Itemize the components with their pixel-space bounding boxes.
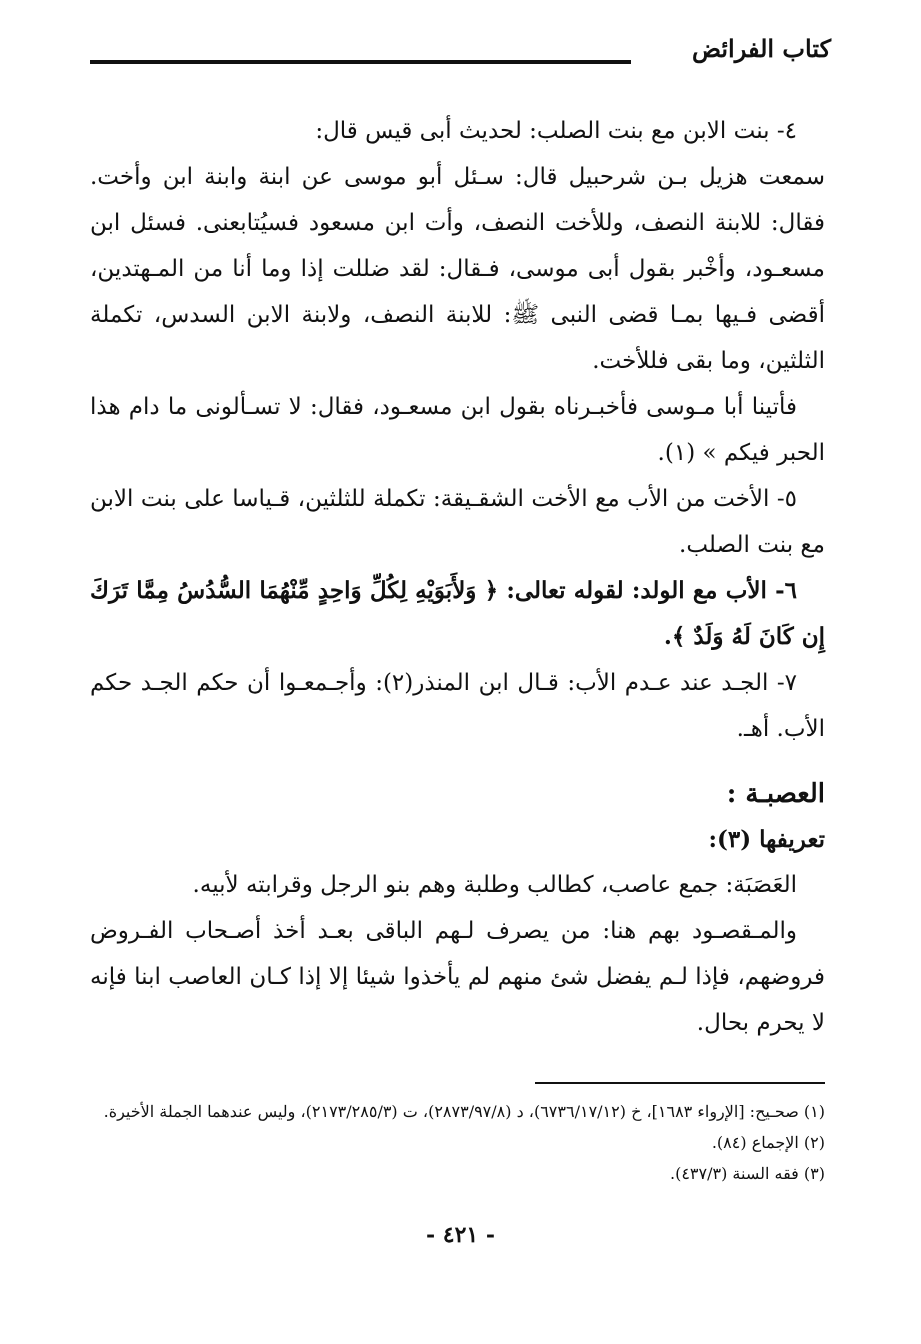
header-rule (90, 60, 631, 64)
paragraph-hadith-continued: فأتينا أبا مـوسى فأخبـرناه بقول ابن مسعـود، فقال: لا تسـألونى ما دام هذا الحبر فيكم » (١). (90, 394, 825, 466)
paragraph-5-item: ٥- الأخت من الأب مع الأخت الشقـيقة: تكملة للثلثين، قـياسا على بنت الابن مع بنت الصلب. (90, 486, 825, 558)
footnote-2: (٢) الإجماع (٨٤). (711, 1133, 825, 1152)
main-text (90, 108, 825, 1046)
paragraph-7-item: ٧- الجـد عند عـدم الأب: قـال ابن المنذر(٢): وأجـمعـوا أن حكم الجـد حكم الأب. أهـ. (90, 670, 825, 742)
definition-heading: تعريفها (٣): (708, 826, 825, 853)
page-number: - ٤٢١ - (425, 1222, 496, 1248)
paragraph-4-item: ٤- بنت الابن مع بنت الصلب: لحديث أبى قيس قال: (315, 118, 797, 144)
paragraph-6-item: ٦- الأب مع الولد: لقوله تعالى: ﴿ وَلأَبَوَيْهِ لِكُلِّ وَاحِدٍ مِّنْهُمَا السُّدُسُ مِمَّا تَرَكَ إِن كَانَ لَهُ وَلَدٌ ﴾. (90, 577, 825, 650)
paragraph-hadith: سمعت هزيل بـن شرحبيل قال: سـئل أبو موسى عن ابنة وابنة ابن وأخت. فقال: للابنة النصف، وللأخت النصف، وأت ابن مسعود فسيُتابعنى. فسئل ابن مسعـود، وأخْبر بقول أبى موسى، فـقال: لقد ضللت إذا وما أنا من المـهتدين، أقضى فـيها بمـا قضى النبى ﷺ: للابنة النصف، ولابنة الابن السدس، تكملة الثلثين، وما بقى فللأخت. (90, 164, 825, 374)
purpose-paragraph: والمـقصـود بهم هنا: من يصرف لـهم الباقى بعـد أخذ أصـحاب الفـروض فروضهم، فإذا لـم يفضل شئ منهم لم يأخذوا شيئا إلا إذا كـان العاصب ابنا فإنه لا يحرم بحال. (90, 918, 825, 1036)
running-header (90, 34, 831, 74)
book-title: كتاب الفرائض (691, 34, 831, 63)
footnotes (90, 1096, 825, 1189)
footnote-1: (١) صحـيح: [الإرواء ١٦٨٣]، خ (٦٧٣٦/١٧/١٢)، د (٢٨٧٣/٩٧/٨)، ت (٢١٧٣/٢٨٥/٣)، وليس عندهما الجملة الأخيرة. (103, 1102, 825, 1121)
definition-paragraph: العَصَبَة: جمع عاصب، كطالب وطلبة وهم بنو الرجل وقرابته لأبيه. (192, 872, 797, 898)
footnote-divider (535, 1082, 825, 1084)
footnote-3: (٣) فقه السنة (٤٣٧/٣). (670, 1164, 825, 1183)
section-heading: العصبـة : (726, 779, 825, 809)
